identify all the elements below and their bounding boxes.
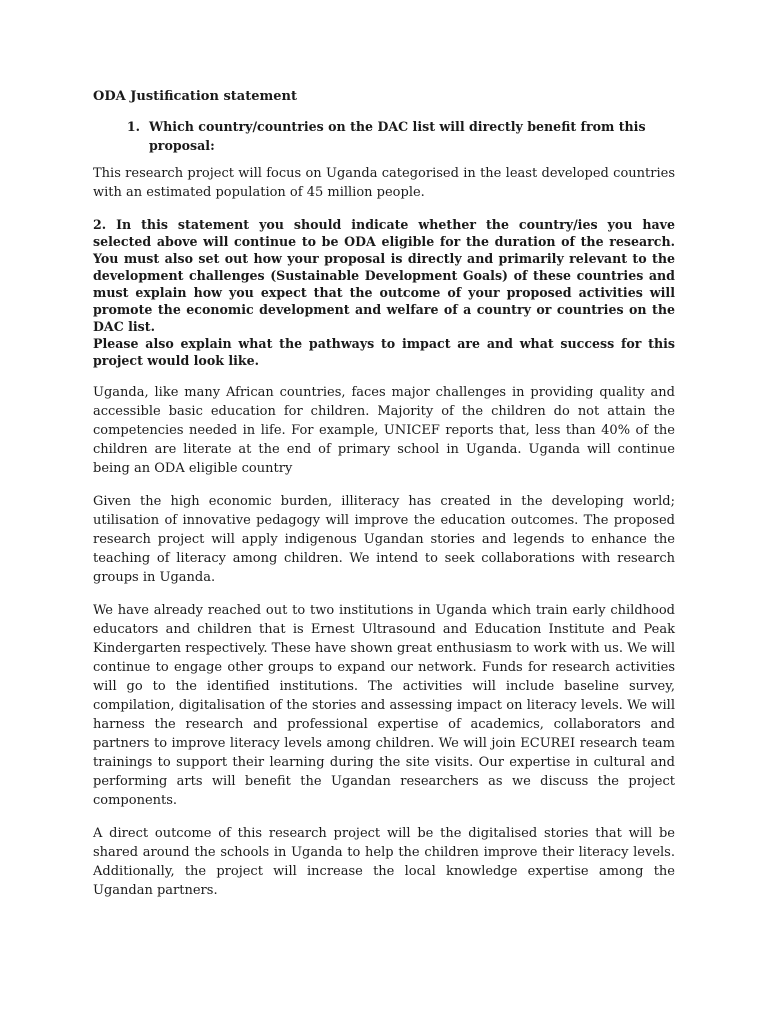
question-1	[93, 117, 675, 155]
body-paragraph: We have already reached out to two institutions in Uganda which train early childhood educators and children that is Ernest Ultrasound and Education Institute and Peak Kindergarten respectively. These have shown great enthusiasm to work with us. We will continue to engage other groups to expand our network. Funds for research activities will go to the identified institutions. The activities will include baseline survey, compilation, digitalisation of the stories and assessing impact on literacy levels. We will harness the research and professional expertise of academics, collaborators and partners to improve literacy levels among children. We will join ECUREI research team trainings to support their learning during the site visits. Our expertise in cultural and performing arts will benefit the Ugandan researchers as we discuss the project components.	[93, 603, 675, 808]
question-1-number: 1.	[126, 119, 140, 134]
question-2-number: 2	[93, 217, 102, 232]
document-title: ODA Justification statement	[93, 89, 297, 104]
body-paragraph: Uganda, like many African countries, faces major challenges in providing quality and accessible basic education for children. Majority of the children do not attain the competencies needed in life. For example, UNICEF reports that, less than 40% of the children are literate at the end of primary school in Uganda. Uganda will continue being an ODA eligible country	[93, 385, 675, 476]
question-1-text: Which country/countries on the DAC list will directly benefit from this proposal:	[149, 119, 646, 153]
answer-1: This research project will focus on Uganda categorised in the least developed countries with an estimated population of 45 million people.	[93, 166, 675, 200]
body-paragraph: Given the high economic burden, illiteracy has created in the developing world; utilisation of innovative pedagogy will improve the education outcomes. The proposed research project will apply indigenous Ugandan stories and legends to enhance the teaching of literacy among children. We intend to seek collaborations with research groups in Uganda.	[93, 494, 675, 585]
question-2-extra: Please also explain what the pathways to impact are and what success for this project would look like.	[93, 336, 675, 368]
question-2	[93, 216, 675, 335]
document-page	[93, 87, 675, 914]
question-2-text: . In this statement you should indicate whether the country/ies you have selected above will continue to be ODA eligible for the duration of the research. You must also set out how your proposal is directly and primarily relevant to the development challenges (Sustainable Development Goals) of these countries and must explain how you expect that the outcome of your proposed activities will promote the economic development and welfare of a country or countries on the DAC list.	[93, 217, 675, 334]
body-paragraph: A direct outcome of this research project will be the digitalised stories that will be shared around the schools in Uganda to help the children improve their literacy levels. Additionally, the project will increase the local knowledge expertise among the Ugandan partners.	[93, 826, 675, 898]
